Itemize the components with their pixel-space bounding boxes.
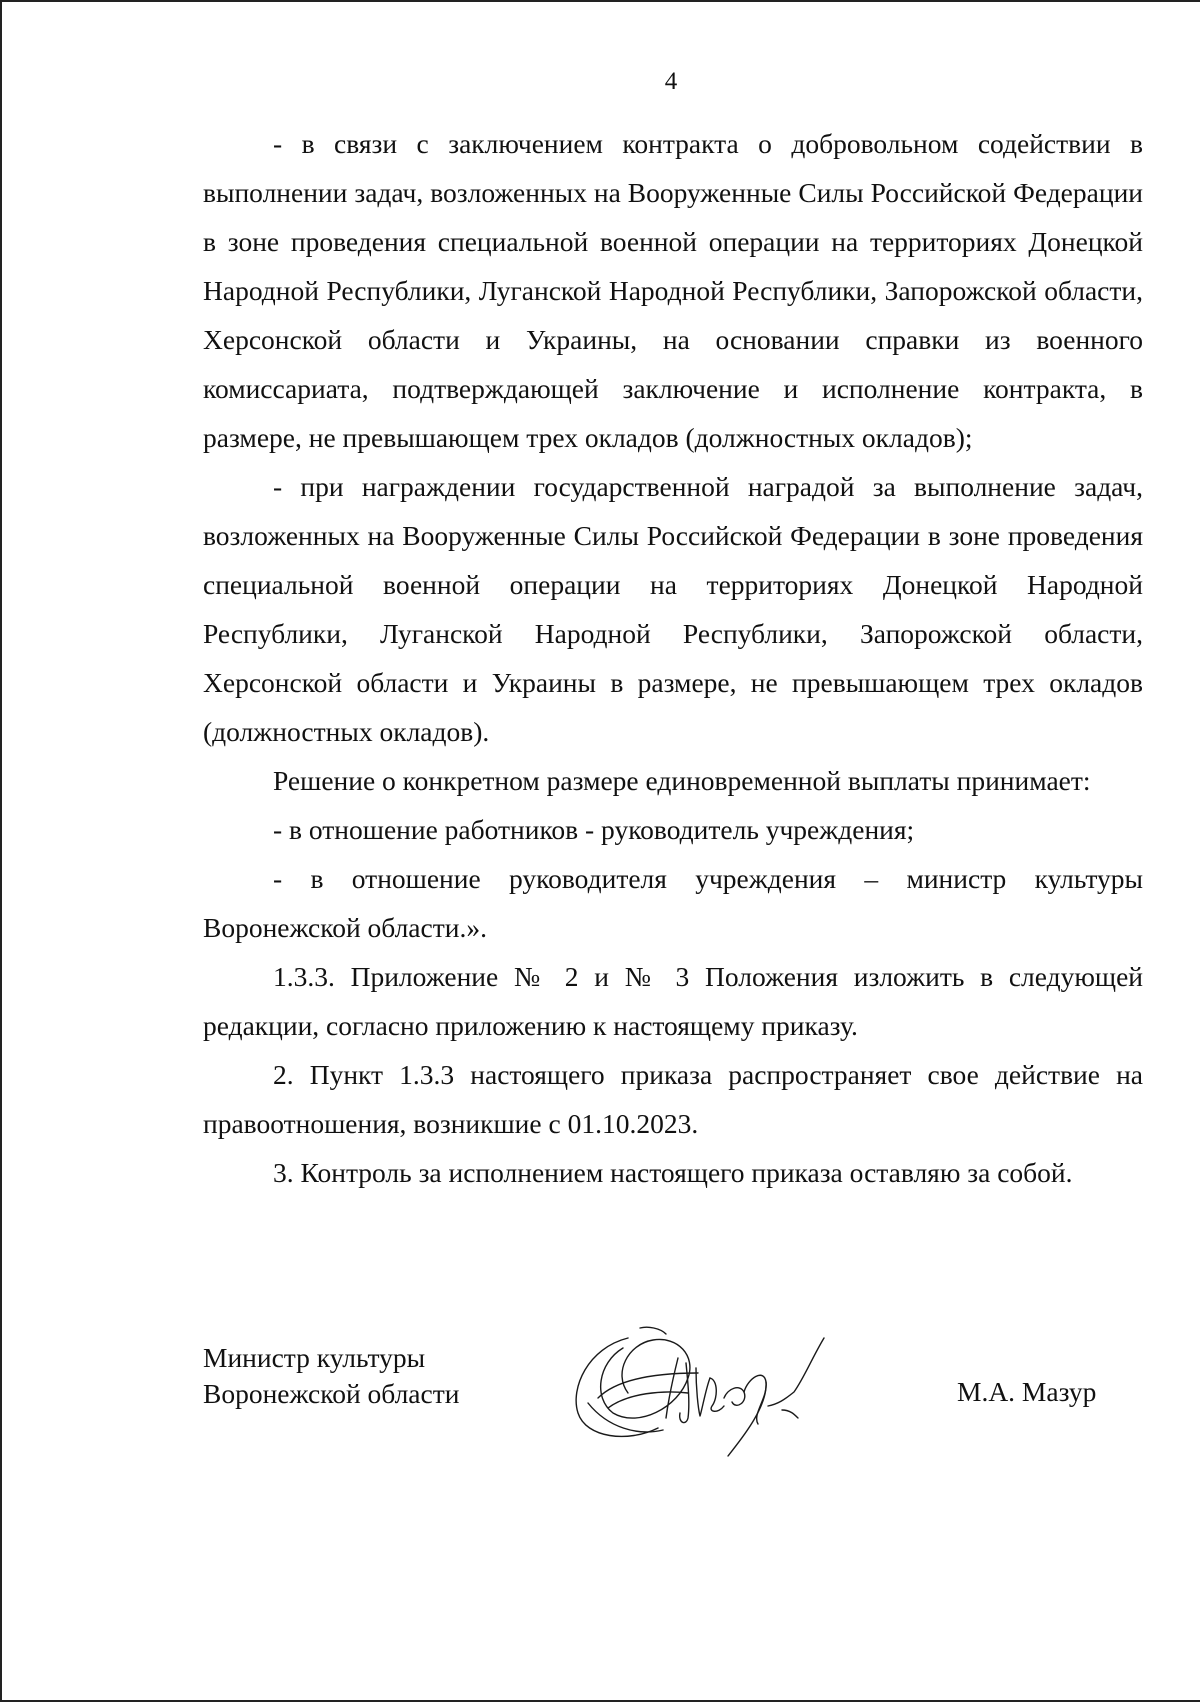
handwritten-signature <box>568 1318 830 1460</box>
paragraph-contract-payment: - в связи с заключением контракта о добровольном содействии в выполнении задач, возложенных на Вооруженные Силы Российской Федерации в зоне проведения специальной военной операции на территориях Донецкой Народной Республики, Луганской Народной Республики, Запорожской области, Херсонской области и Украины, на основании справки из военного комиссариата, подтверждающей заключение и исполнение контракта, в размере, не превышающем трех окладов (должностных окладов); <box>203 128 1143 453</box>
paragraph-decision-intro: Решение о конкретном размере единовременной выплаты принимает: <box>273 765 1091 796</box>
signatory-title-line2: Воронежской области <box>203 1378 460 1409</box>
page-number: 4 <box>664 68 678 95</box>
paragraph-state-award-payment: - при награждении государственной наградой за выполнение задач, возложенных на Вооруженные Силы Российской Федерации в зоне проведения специальной военной операции на территориях Донецкой Народной Республики, Луганской Народной Республики, Запорожской области, Херсонской области и Украины в размере, не превышающем трех окладов (должностных окладов). <box>203 471 1143 747</box>
paragraph-item-2: 2. Пункт 1.3.3 настоящего приказа распространяет свое действие на правоотношения, возникшие с 01.10.2023. <box>203 1059 1143 1139</box>
signatory-name: М.А. Мазур <box>957 1376 1097 1407</box>
signatory-title <box>203 1340 459 1412</box>
document-body <box>203 119 1143 1197</box>
paragraph-item-3: 3. Контроль за исполнением настоящего приказа оставляю за собой. <box>273 1157 1073 1188</box>
paragraph-decision-employees: - в отношение работников - руководитель учреждения; <box>273 814 915 845</box>
paragraph-item-1-3-3: 1.3.3. Приложение № 2 и № 3 Положения изложить в следующей редакции, согласно приложению к настоящему приказу. <box>203 961 1143 1041</box>
paragraph-decision-head: - в отношение руководителя учреждения – министр культуры Воронежской области.». <box>203 863 1143 943</box>
signatory-title-line1: Министр культуры <box>203 1342 426 1373</box>
